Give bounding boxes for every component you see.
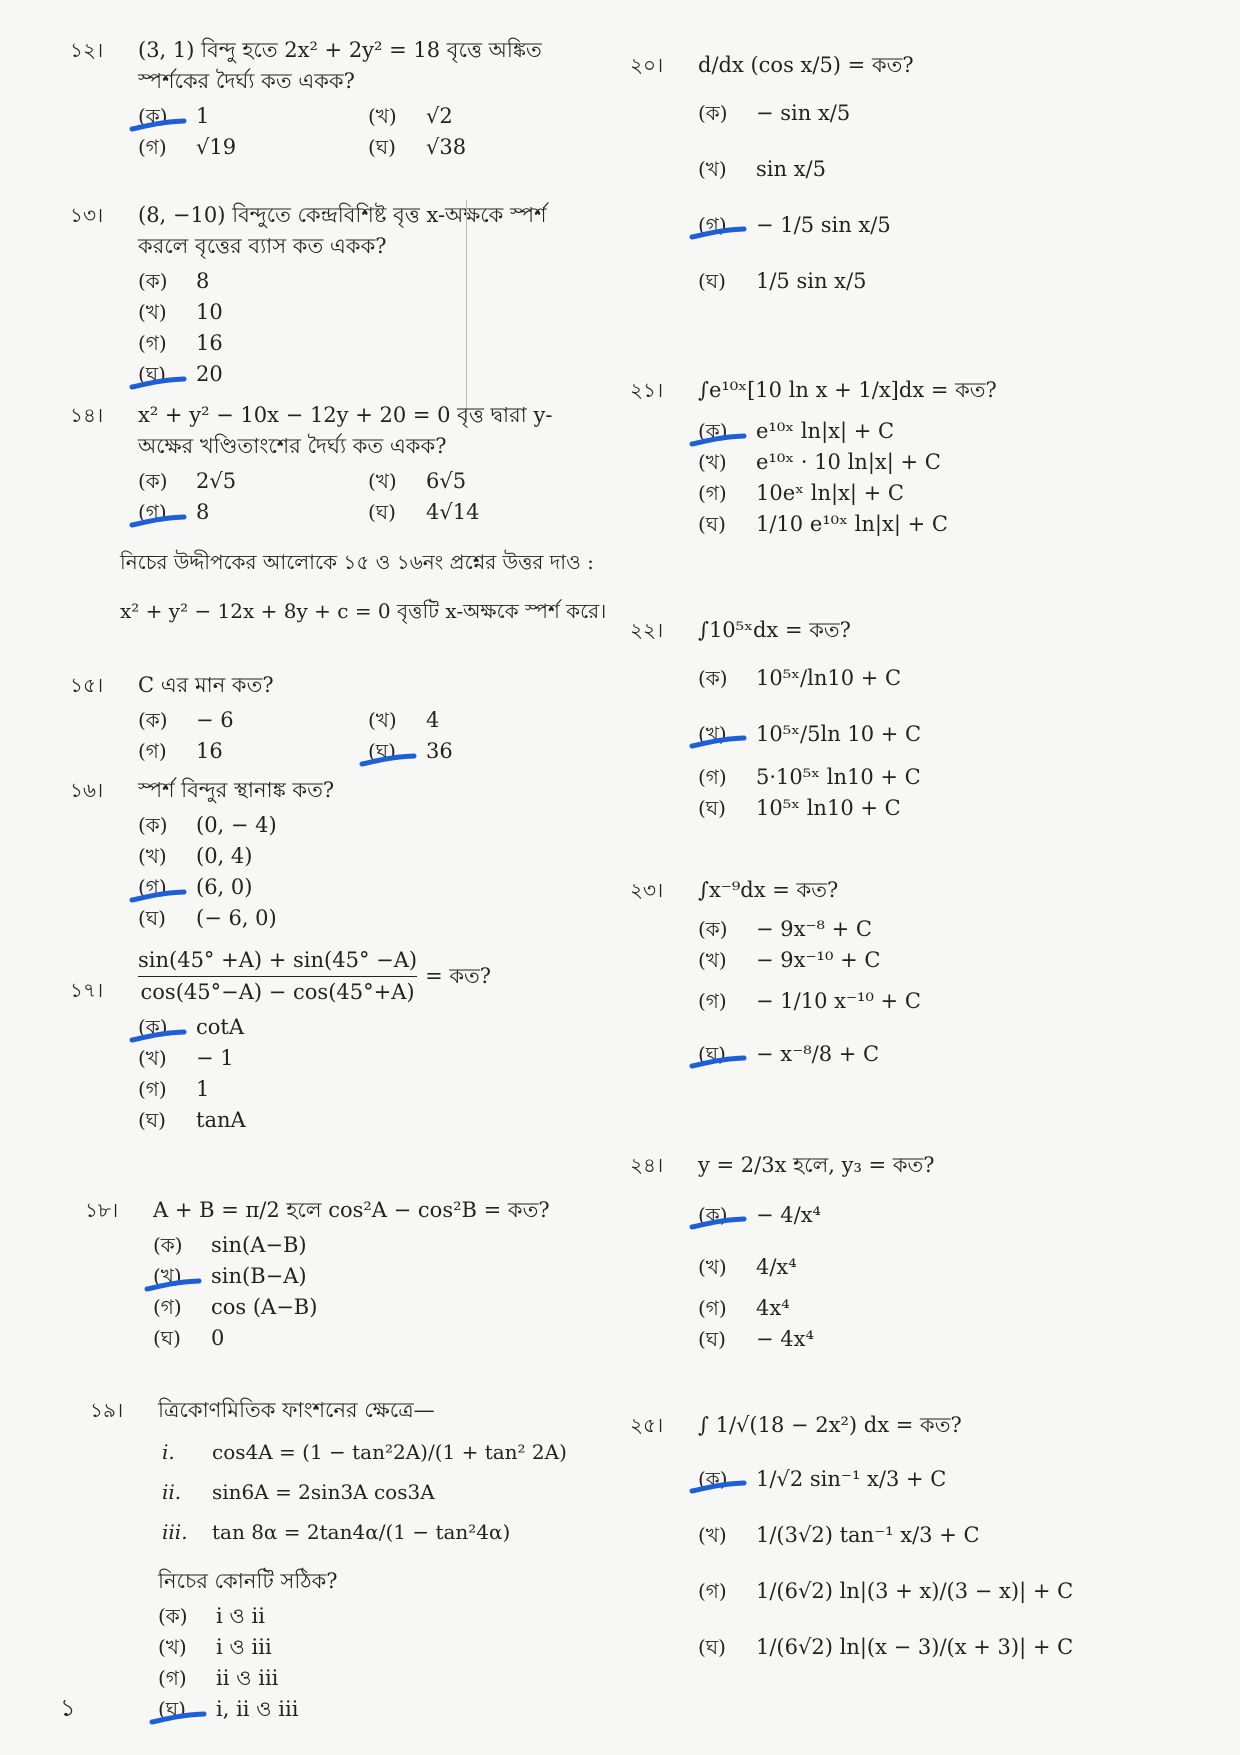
option-ga[interactable]: (গ) 8	[138, 497, 368, 528]
which-correct: নিচের কোনটি সঠিক?	[158, 1569, 338, 1593]
option-ka[interactable]: (ক) − 6	[138, 708, 234, 732]
question-stem: ত্রিকোণমিতিক ফাংশনের ক্ষেত্রে—	[158, 1398, 435, 1422]
pen-mark	[130, 881, 186, 895]
question-25	[630, 1410, 1200, 1675]
frame-line	[466, 200, 467, 420]
statement-ii: ii. sin6A = 2sin3A cos3A	[162, 1479, 435, 1504]
option-ga[interactable]: (গ) 16	[138, 739, 223, 763]
option-kha[interactable]: (খ) sin(B−A)	[153, 1261, 605, 1292]
pen-mark	[130, 506, 186, 520]
option-ka[interactable]: (ক) cotA	[138, 1012, 590, 1043]
question-number: ২২।	[630, 618, 664, 642]
question-stem: x² + y² − 10x − 12y + 20 = 0 বৃত্ত দ্বারা y-অক্ষের খণ্ডিতাংশের দৈর্ঘ্য কত একক?	[138, 403, 553, 458]
question-stem: (8, −10) বিন্দুতে কেন্দ্রবিশিষ্ট বৃত্ত x-অক্ষকে স্পর্শ করলে বৃত্তের ব্যাস কত একক?	[138, 203, 547, 258]
option-ka[interactable]: (ক) − 9x⁻⁸ + C	[698, 917, 872, 941]
question-number: ১৬।	[70, 778, 104, 802]
question-number: ১৩।	[70, 203, 104, 227]
question-stem: C এর মান কত?	[138, 673, 274, 697]
pen-mark	[130, 110, 186, 124]
question-stem: ∫ 1/√(18 − 2x²) dx = কত?	[698, 1413, 962, 1437]
option-kha[interactable]: (খ) 4/x⁴	[698, 1254, 797, 1279]
option-ka[interactable]: (ক) sin(A−B)	[153, 1233, 307, 1257]
pen-mark	[690, 425, 746, 439]
fraction-denominator: cos(45°−A) − cos(45°+A)	[140, 980, 415, 1004]
fraction-expression	[138, 945, 590, 1008]
question-tail: = কত?	[425, 964, 492, 988]
passage-text: x² + y² − 12x + 8y + c = 0 বৃত্তটি x-অক্ষকে স্পর্শ করে।	[120, 599, 607, 623]
option-ga[interactable]: (গ) √19	[138, 135, 237, 159]
pen-mark	[690, 1472, 746, 1486]
option-ga[interactable]: (গ) − 1/10 x⁻¹⁰ + C	[698, 988, 921, 1013]
question-number: ১৮।	[85, 1198, 119, 1222]
fraction-numerator: sin(45° +A) + sin(45° −A)	[138, 948, 418, 972]
question-18	[85, 1195, 605, 1354]
question-number: ১৭।	[70, 978, 104, 1002]
question-stem: (3, 1) বিন্দু হতে 2x² + 2y² = 18 বৃত্তে অঙ্কিত স্পর্শকের দৈর্ঘ্য কত একক?	[138, 38, 542, 93]
option-kha[interactable]: (খ) (0, 4)	[138, 844, 253, 868]
option-kha[interactable]: (খ) √2	[368, 104, 453, 128]
option-ga[interactable]: (গ) (6, 0)	[138, 872, 590, 903]
option-ga[interactable]: (গ) 1/(6√2) ln|(3 + x)/(3 − x)| + C	[698, 1578, 1074, 1603]
option-gha[interactable]: (ঘ) 1/10 e¹⁰ˣ ln|x| + C	[698, 512, 948, 536]
option-kha[interactable]: (খ) 10	[138, 300, 223, 324]
option-gha[interactable]: (ঘ) 1/(6√2) ln|(x − 3)/(x + 3)| + C	[698, 1634, 1074, 1659]
option-ka[interactable]: (ক) 1	[138, 101, 368, 132]
option-kha[interactable]: (খ) 1/(3√2) tan⁻¹ x/3 + C	[698, 1522, 980, 1547]
option-ga[interactable]: (গ) 4x⁴	[698, 1296, 790, 1320]
option-gha[interactable]: (ঘ) tanA	[138, 1108, 246, 1132]
option-ka[interactable]: (ক) (0, − 4)	[138, 813, 277, 837]
option-ga[interactable]: (গ) 1	[138, 1077, 210, 1101]
option-kha[interactable]: (খ) − 1	[138, 1046, 234, 1070]
option-ka[interactable]: (ক) 2√5	[138, 469, 237, 493]
pen-mark	[690, 1047, 746, 1061]
question-stem: y = 2/3x হলে, y₃ = কত?	[698, 1153, 935, 1177]
pen-mark	[130, 1021, 186, 1035]
question-number: ২৩।	[630, 878, 664, 902]
question-number: ১২।	[70, 38, 104, 62]
option-gha[interactable]: (ঘ) √38	[368, 135, 467, 159]
option-gha[interactable]: (ঘ) 4√14	[368, 500, 480, 524]
question-20	[630, 50, 1190, 309]
pen-mark	[690, 727, 746, 741]
question-number: ১৫।	[70, 673, 104, 697]
question-stem: স্পর্শ বিন্দুর স্থানাঙ্ক কত?	[138, 778, 335, 802]
option-ka[interactable]: (ক) − sin x/5	[698, 100, 851, 125]
question-12	[70, 35, 580, 163]
question-number: ২১।	[630, 378, 664, 402]
option-gha[interactable]: (ঘ) 20	[138, 359, 580, 390]
option-gha[interactable]: (ঘ) 1/5 sin x/5	[698, 268, 867, 293]
pen-mark	[145, 1270, 201, 1284]
option-kha[interactable]: (খ) 4	[368, 708, 440, 732]
question-stem: A + B = π/2 হলে cos²A − cos²B = কত?	[153, 1198, 550, 1222]
question-stem: ∫e¹⁰ˣ[10 ln x + 1/x]dx = কত?	[698, 378, 997, 402]
page-number: ১	[60, 1694, 76, 1722]
option-ka[interactable]: (ক) 10⁵ˣ/ln10 + C	[698, 665, 902, 690]
question-number: ২৪।	[630, 1153, 664, 1177]
question-17	[70, 945, 590, 1136]
pen-mark	[130, 368, 186, 382]
option-gha[interactable]: (ঘ) − x⁻⁸/8 + C	[698, 1026, 1190, 1082]
option-ga[interactable]: (গ) − 1/5 sin x/5	[698, 197, 1190, 253]
option-kha[interactable]: (খ) − 9x⁻¹⁰ + C	[698, 948, 881, 972]
question-number: ২০।	[630, 53, 664, 77]
question-number: ১৯।	[90, 1398, 124, 1422]
option-gha[interactable]: (ঘ) (− 6, 0)	[138, 906, 277, 930]
statement-i: i. cos4A = (1 − tan²2A)/(1 + tan² 2A)	[162, 1439, 567, 1464]
question-16	[70, 775, 590, 934]
option-kha[interactable]: (খ) 10⁵ˣ/5ln 10 + C	[698, 706, 1190, 762]
pen-mark	[690, 218, 746, 232]
option-ka[interactable]: (ক) 1/√2 sin⁻¹ x/3 + C	[698, 1451, 1200, 1507]
question-21	[630, 375, 1190, 540]
option-ka[interactable]: (ক) − 4/x⁴	[698, 1189, 1190, 1241]
option-ka[interactable]: (ক) i ও ii	[158, 1604, 265, 1628]
option-kha[interactable]: (খ) 6√5	[368, 469, 467, 493]
pen-mark	[150, 1703, 206, 1717]
question-22	[630, 615, 1190, 824]
option-ga[interactable]: (গ) cos (A−B)	[153, 1295, 318, 1319]
question-24	[630, 1150, 1190, 1355]
pen-mark	[690, 1208, 746, 1222]
question-number: ১৪।	[70, 403, 104, 427]
option-gha[interactable]: (ঘ) 10⁵ˣ ln10 + C	[698, 796, 901, 820]
option-gha[interactable]: (ঘ) − 4x⁴	[698, 1327, 814, 1351]
question-stem: ∫10⁵ˣdx = কত?	[698, 618, 851, 642]
option-kha[interactable]: (খ) sin x/5	[698, 156, 826, 181]
statement-list	[162, 1432, 610, 1552]
option-ka[interactable]: (ক) 8	[138, 269, 210, 293]
option-ga[interactable]: (গ) 5·10⁵ˣ ln10 + C	[698, 765, 921, 789]
question-19	[90, 1395, 610, 1725]
question-stem: d/dx (cos x/5) = কত?	[698, 53, 914, 77]
statement-iii: iii. tan 8α = 2tan4α/(1 − tan²4α)	[162, 1519, 511, 1544]
passage-intro: নিচের উদ্দীপকের আলোকে ১৫ ও ১৬নং প্রশ্নের উত্তর দাও :	[120, 550, 594, 574]
question-stem: ∫x⁻⁹dx = কত?	[698, 878, 839, 902]
option-ga[interactable]: (গ) 10eˣ ln|x| + C	[698, 481, 904, 505]
question-23	[630, 875, 1190, 1082]
question-15	[70, 670, 590, 767]
option-gha[interactable]: (ঘ) 0	[153, 1326, 225, 1350]
question-14	[70, 400, 590, 528]
question-number: ২৫।	[630, 1413, 664, 1437]
pen-mark	[360, 745, 416, 759]
option-gha[interactable]: (ঘ) i, ii ও iii	[158, 1694, 610, 1725]
option-kha[interactable]: (খ) i ও iii	[158, 1635, 272, 1659]
option-ga[interactable]: (গ) ii ও iii	[158, 1666, 279, 1690]
question-13	[70, 200, 580, 390]
option-gha[interactable]: (ঘ) 36	[368, 736, 598, 767]
option-ka[interactable]: (ক) e¹⁰ˣ ln|x| + C	[698, 416, 1190, 447]
option-kha[interactable]: (খ) e¹⁰ˣ · 10 ln|x| + C	[698, 450, 941, 474]
option-ga[interactable]: (গ) 16	[138, 331, 223, 355]
